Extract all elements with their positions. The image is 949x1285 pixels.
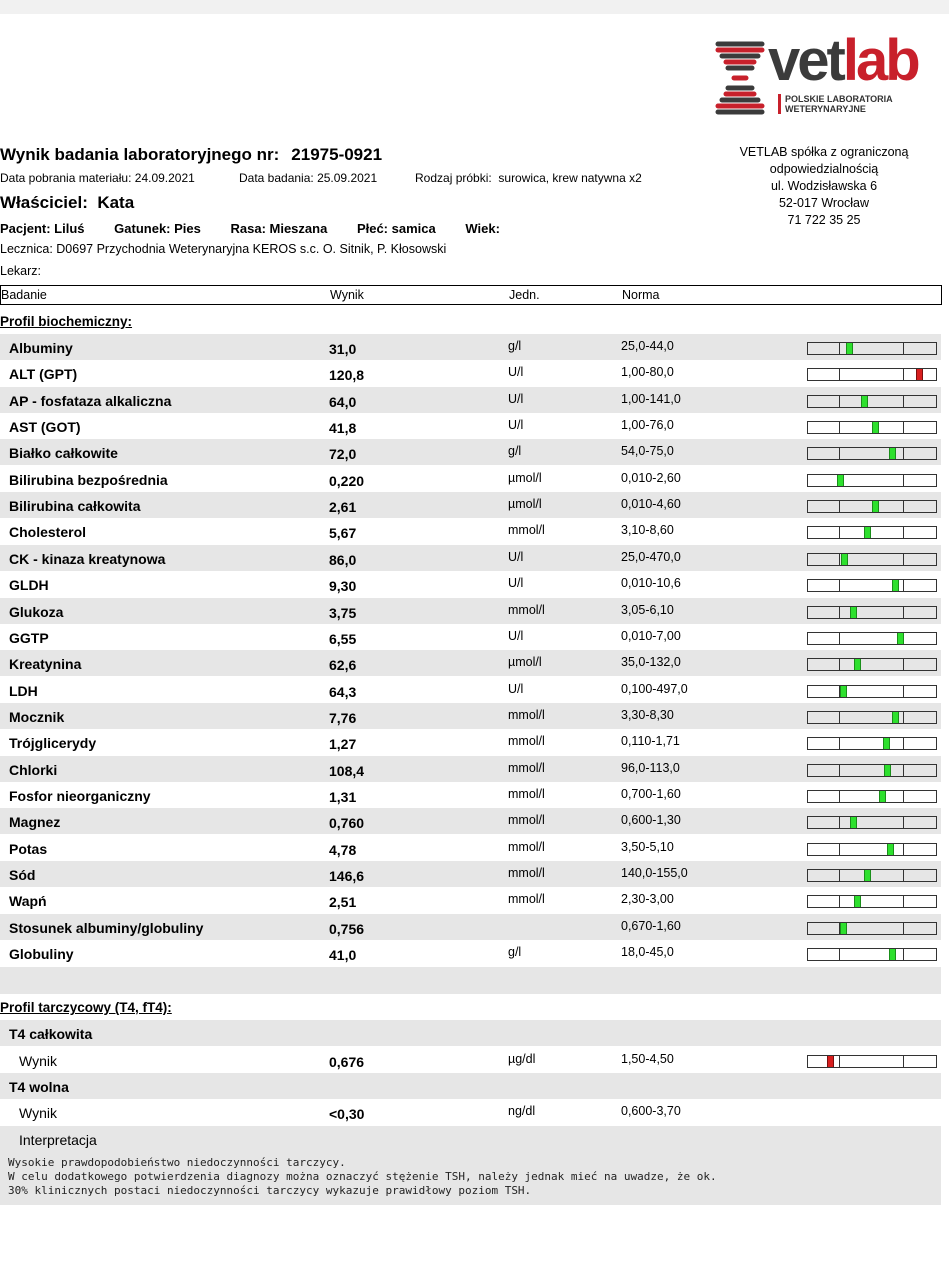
table-row: [0, 914, 941, 940]
patient-sex: Płeć: samica: [356, 221, 436, 236]
range-marker: [916, 369, 923, 380]
test-name: Wapń: [9, 893, 47, 909]
t4-free-header-row: [0, 1073, 941, 1099]
table-row: [0, 729, 941, 755]
clinic-line: Lecznica: D0697 Przychodnia Weterynaryjna KEROS s.c. O. Sitnik, P. Kłosowski: [0, 242, 447, 256]
range-marker: [864, 527, 871, 538]
test-name: Potas: [9, 841, 48, 857]
test-name: Chlorki: [9, 762, 58, 778]
table-row: [0, 703, 941, 729]
interpretation-text: Wysokie prawdopodobieństwo niedoczynności tarczycy. W celu dodatkowego potwierdzenia diagnozy można oznaczyć stężenie TSH, należy jednak mieć na uwadze, że ok. 30% klinicznych postaci niedoczynności tarczycy wykazuje prawidłowy poziom TSH.: [8, 1156, 717, 1197]
table-row: [0, 940, 941, 966]
page-top-strip: [0, 0, 949, 14]
patient-breed: Rasa: Mieszana: [230, 221, 328, 236]
header-result: Wynik: [330, 288, 364, 302]
test-norm: 54,0-75,0: [621, 444, 674, 458]
section-biochem-title: Profil biochemiczny:: [0, 314, 133, 329]
patient-name: Pacjent: Liluś: [0, 221, 85, 236]
range-bar: [807, 685, 937, 698]
header-test: Badanie: [1, 288, 47, 302]
range-bar: [807, 764, 937, 777]
test-name: Sód: [9, 867, 36, 883]
test-name: Glukoza: [9, 604, 64, 620]
test-unit: mmol/l: [508, 603, 545, 617]
test-value: 108,4: [329, 763, 365, 779]
logo-subtitle: POLSKIE LABORATORIA WETERYNARYJNE: [778, 94, 893, 114]
test-unit: µmol/l: [508, 655, 542, 669]
test-norm: 0,110-1,71: [621, 734, 680, 748]
test-name: GLDH: [9, 577, 49, 593]
test-value: 1,27: [329, 736, 357, 752]
patient-age: Wiek:: [465, 221, 500, 236]
test-unit: U/l: [508, 682, 524, 696]
test-date: Data badania: 25.09.2021: [239, 171, 378, 185]
test-unit: mmol/l: [508, 734, 545, 748]
range-bar: [807, 368, 937, 381]
range-marker: [827, 1056, 834, 1067]
table-row: [0, 387, 941, 413]
test-norm: 140,0-155,0: [621, 866, 688, 880]
t4-total-result-row: [0, 1047, 941, 1073]
range-marker: [889, 949, 896, 960]
test-name: LDH: [9, 683, 38, 699]
test-name: Kreatynina: [9, 656, 82, 672]
t4-total-name: T4 całkowita: [9, 1026, 93, 1042]
test-norm: 0,600-1,30: [621, 813, 681, 827]
table-row: [0, 861, 941, 887]
sample-type: Rodzaj próbki: surowica, krew natywna x2: [415, 171, 642, 185]
test-value: 0,756: [329, 921, 365, 937]
test-value: 0,760: [329, 815, 365, 831]
test-value: 31,0: [329, 341, 357, 357]
range-bar: [807, 553, 937, 566]
test-norm: 1,00-141,0: [621, 392, 681, 406]
range-marker: [841, 554, 848, 565]
test-unit: U/l: [508, 550, 524, 564]
test-value: 62,6: [329, 657, 357, 673]
range-marker: [897, 633, 904, 644]
owner-line: Właściciel: Kata: [0, 193, 135, 212]
vetlab-logo: [712, 28, 922, 120]
range-bar: [807, 474, 937, 487]
report-title: Wynik badania laboratoryjnego nr: 21975-0921: [0, 145, 383, 164]
range-bar: [807, 395, 937, 408]
test-norm: 0,010-2,60: [621, 471, 681, 485]
t4-total-header-row: [0, 1020, 941, 1046]
range-bar: [807, 948, 937, 961]
t4-free-name: T4 wolna: [9, 1079, 69, 1095]
table-row: [0, 492, 941, 518]
table-row: [0, 782, 941, 808]
result-label: Wynik: [19, 1053, 57, 1069]
test-value: 64,3: [329, 684, 357, 700]
test-norm: 0,100-497,0: [621, 682, 688, 696]
test-unit: mmol/l: [508, 892, 545, 906]
test-norm: 3,05-6,10: [621, 603, 674, 617]
test-unit: g/l: [508, 339, 522, 353]
section-thyroid-title: Profil tarczycowy (T4, fT4):: [0, 1000, 172, 1015]
table-row: [0, 466, 941, 492]
test-name: Albuminy: [9, 340, 73, 356]
test-name: CK - kinaza kreatynowa: [9, 551, 166, 567]
test-name: Fosfor nieorganiczny: [9, 788, 151, 804]
range-bar: [807, 737, 937, 750]
patient-line: [0, 221, 526, 236]
table-row: [0, 413, 941, 439]
table-row: [0, 650, 941, 676]
range-bar: [807, 816, 937, 829]
test-value: 2,61: [329, 499, 357, 515]
result-unit: ng/dl: [508, 1104, 536, 1118]
range-marker: [840, 686, 847, 697]
range-marker: [892, 580, 899, 591]
logo-wordmark: vetlab: [768, 28, 918, 93]
test-name: Cholesterol: [9, 524, 87, 540]
test-value: 2,51: [329, 894, 357, 910]
range-bar: [807, 843, 937, 856]
patient-species: Gatunek: Pies: [114, 221, 201, 236]
table-row: [0, 545, 941, 571]
range-marker: [850, 607, 857, 618]
range-marker: [879, 791, 886, 802]
table-row: [0, 598, 941, 624]
test-unit: mmol/l: [508, 840, 545, 854]
test-norm: 0,010-10,6: [621, 576, 681, 590]
test-unit: U/l: [508, 392, 524, 406]
test-name: Magnez: [9, 814, 61, 830]
doctor-line: Lekarz:: [0, 264, 41, 278]
test-unit: U/l: [508, 365, 524, 379]
range-bar: [807, 421, 937, 434]
range-bar: [807, 526, 937, 539]
interpretation-box: [0, 1126, 941, 1205]
range-marker: [850, 817, 857, 828]
range-bar: [807, 922, 937, 935]
test-name: Bilirubina całkowita: [9, 498, 141, 514]
test-value: 0,220: [329, 473, 365, 489]
section-spacer: [0, 967, 941, 994]
t4-free-result-row: [0, 1099, 941, 1125]
range-marker: [854, 896, 861, 907]
results-table-header: [0, 285, 942, 305]
test-norm: 0,010-7,00: [621, 629, 681, 643]
test-name: Globuliny: [9, 946, 74, 962]
result-unit: µg/dl: [508, 1052, 536, 1066]
range-bar: [807, 869, 937, 882]
test-norm: 3,10-8,60: [621, 523, 674, 537]
test-name: AP - fosfataza alkaliczna: [9, 393, 172, 409]
test-name: GGTP: [9, 630, 49, 646]
range-marker: [837, 475, 844, 486]
range-marker: [854, 659, 861, 670]
test-norm: 18,0-45,0: [621, 945, 674, 959]
test-norm: 3,50-5,10: [621, 840, 674, 854]
report-number: 21975-0921: [291, 145, 383, 164]
test-unit: µmol/l: [508, 497, 542, 511]
interpretation-heading: Interpretacja: [19, 1132, 97, 1148]
table-row: [0, 334, 941, 360]
test-norm: 3,30-8,30: [621, 708, 674, 722]
test-norm: 96,0-113,0: [621, 761, 680, 775]
dna-icon: [712, 38, 770, 118]
test-unit: mmol/l: [508, 866, 545, 880]
test-norm: 2,30-3,00: [621, 892, 674, 906]
table-row: [0, 439, 941, 465]
test-unit: U/l: [508, 629, 524, 643]
test-unit: mmol/l: [508, 708, 545, 722]
test-norm: 1,00-80,0: [621, 365, 674, 379]
table-row: [0, 677, 941, 703]
range-marker: [840, 923, 847, 934]
result-norm: 0,600-3,70: [621, 1104, 681, 1118]
range-marker: [892, 712, 899, 723]
test-norm: 35,0-132,0: [621, 655, 681, 669]
lab-address: VETLAB spółka z ograniczoną odpowiedzialnością ul. Wodzisławska 6 52-017 Wrocław 71 722 35 25: [739, 145, 909, 227]
test-name: Białko całkowite: [9, 445, 118, 461]
test-name: Mocznik: [9, 709, 65, 725]
test-unit: mmol/l: [508, 761, 545, 775]
range-bar: [807, 658, 937, 671]
test-unit: µmol/l: [508, 471, 542, 485]
test-value: 6,55: [329, 631, 357, 647]
test-unit: mmol/l: [508, 813, 545, 827]
test-value: 146,6: [329, 868, 365, 884]
range-bar: [807, 1055, 937, 1068]
test-unit: mmol/l: [508, 787, 545, 801]
result-value: 0,676: [329, 1054, 365, 1070]
test-name: ALT (GPT): [9, 366, 78, 382]
range-bar: [807, 711, 937, 724]
range-marker: [889, 448, 896, 459]
test-unit: U/l: [508, 418, 524, 432]
test-value: 9,30: [329, 578, 357, 594]
range-bar: [807, 342, 937, 355]
test-name: AST (GOT): [9, 419, 81, 435]
test-value: 4,78: [329, 842, 357, 858]
test-value: 3,75: [329, 605, 357, 621]
sampling-date: Data pobrania materiału: 24.09.2021: [0, 171, 195, 185]
test-value: 1,31: [329, 789, 357, 805]
result-label: Wynik: [19, 1105, 57, 1121]
test-value: 120,8: [329, 367, 365, 383]
test-value: 41,8: [329, 420, 357, 436]
test-unit: g/l: [508, 444, 522, 458]
test-unit: U/l: [508, 576, 524, 590]
header-unit: Jedn.: [509, 288, 540, 302]
test-unit: g/l: [508, 945, 522, 959]
test-name: Trójglicerydy: [9, 735, 97, 751]
test-norm: 25,0-470,0: [621, 550, 681, 564]
test-name: Stosunek albuminy/globuliny: [9, 920, 204, 936]
header-norm: Norma: [622, 288, 660, 302]
range-bar: [807, 579, 937, 592]
table-row: [0, 518, 941, 544]
table-row: [0, 624, 941, 650]
test-value: 7,76: [329, 710, 357, 726]
range-marker: [883, 738, 890, 749]
table-row: [0, 835, 941, 861]
table-row: [0, 571, 941, 597]
test-value: 64,0: [329, 394, 357, 410]
test-norm: 0,670-1,60: [621, 919, 681, 933]
range-marker: [884, 765, 891, 776]
range-marker: [887, 844, 894, 855]
range-marker: [846, 343, 853, 354]
test-norm: 25,0-44,0: [621, 339, 674, 353]
table-row: [0, 808, 941, 834]
test-value: 72,0: [329, 446, 357, 462]
table-row: [0, 360, 941, 386]
test-value: 5,67: [329, 525, 357, 541]
test-value: 86,0: [329, 552, 357, 568]
range-bar: [807, 632, 937, 645]
test-name: Bilirubina bezpośrednia: [9, 472, 168, 488]
test-norm: 0,010-4,60: [621, 497, 681, 511]
range-marker: [872, 422, 879, 433]
table-row: [0, 887, 941, 913]
range-bar: [807, 500, 937, 513]
range-bar: [807, 447, 937, 460]
range-bar: [807, 606, 937, 619]
range-marker: [872, 501, 879, 512]
test-norm: 1,00-76,0: [621, 418, 674, 432]
range-marker: [861, 396, 868, 407]
table-row: [0, 756, 941, 782]
test-unit: mmol/l: [508, 523, 545, 537]
test-norm: 0,700-1,60: [621, 787, 681, 801]
test-value: 41,0: [329, 947, 357, 963]
range-bar: [807, 790, 937, 803]
result-value: <0,30: [329, 1106, 365, 1122]
range-marker: [864, 870, 871, 881]
result-norm: 1,50-4,50: [621, 1052, 674, 1066]
range-bar: [807, 895, 937, 908]
